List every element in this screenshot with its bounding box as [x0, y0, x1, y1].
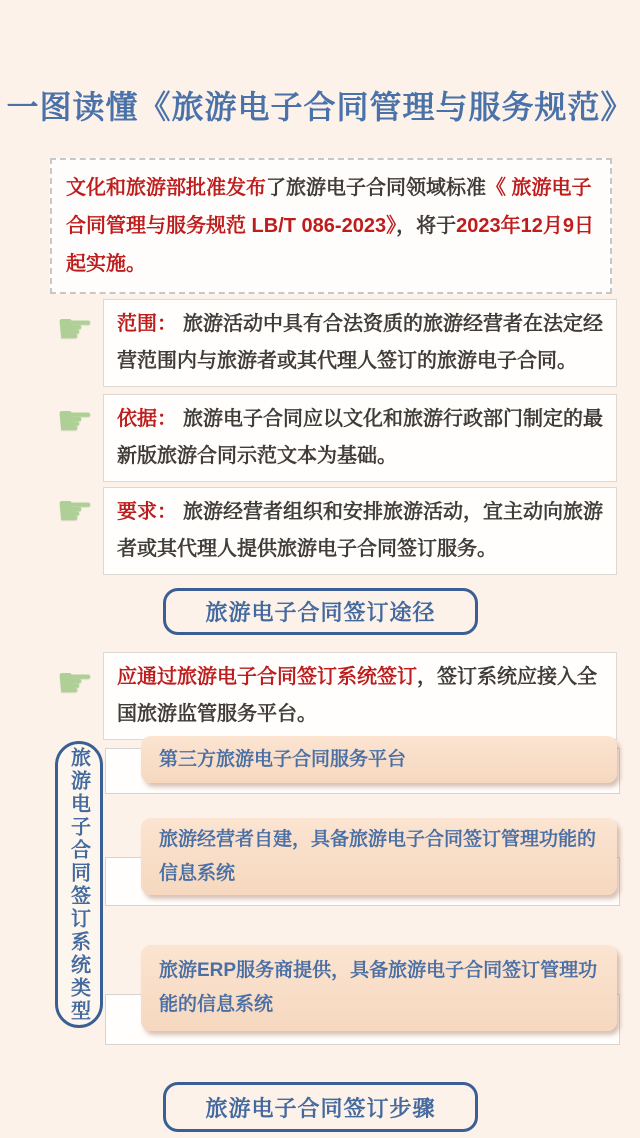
- type-item-self-built: [141, 818, 617, 895]
- type-item-text: 旅游经营者自建，具备旅游电子合同签订管理功能的信息系统: [159, 828, 597, 884]
- fact-text-scope: 旅游活动中具有合法资质的旅游经营者在法定经营范围内与旅游者或其代理人签订的旅游电子合同。: [117, 313, 603, 372]
- intro-announcement-box: [50, 158, 612, 294]
- signing-path-box: [103, 652, 617, 740]
- section-header-signing-steps: 旅游电子合同签订步骤: [163, 1082, 478, 1132]
- intro-segment-publisher: 文化和旅游部批准发布: [66, 177, 266, 199]
- pointer-hand-icon: ☛: [56, 486, 94, 535]
- intro-segment-standard-name: 《 旅游电子合同管理与服务规范 LB/T 086-2023》: [66, 177, 592, 237]
- type-item-erp-provider: [141, 945, 617, 1031]
- signing-path-highlight: 应通过旅游电子合同签订系统签订: [117, 666, 417, 688]
- pointer-hand-icon: ☛: [56, 396, 94, 445]
- fact-text-basis: 旅游电子合同应以文化和旅游行政部门制定的最新版旅游合同示范文本为基础。: [117, 408, 603, 467]
- pointer-hand-icon: ☛: [56, 304, 94, 353]
- intro-segment-connector: 了旅游电子合同领域标准: [266, 177, 486, 199]
- fact-label-requirement: 要求：: [117, 501, 177, 523]
- signing-path-rest: ，签订系统应接入全国旅游监管服务平台。: [117, 666, 597, 725]
- page-title: 一图读懂《旅游电子合同管理与服务规范》: [6, 89, 634, 125]
- fact-box-basis: [103, 394, 617, 482]
- section-header-signing-path: 旅游电子合同签订途径: [163, 588, 478, 635]
- fact-box-requirement: [103, 487, 617, 575]
- types-vertical-label: 旅游电子合同签订系统类型: [55, 741, 103, 1028]
- pointer-hand-icon: ☛: [56, 658, 94, 707]
- intro-segment-will-be: ，将于: [396, 215, 457, 237]
- type-item-third-party: [141, 736, 617, 783]
- fact-text-requirement: 旅游经营者组织和安排旅游活动，宜主动向旅游者或其代理人提供旅游电子合同签订服务。: [117, 501, 603, 560]
- type-item-text: 旅游ERP服务商提供，具备旅游电子合同签订管理功能的信息系统: [159, 960, 598, 1015]
- intro-segment-effective-date: 2023年12月9日起实施。: [66, 215, 594, 275]
- fact-box-scope: [103, 299, 617, 387]
- type-item-text: 第三方旅游电子合同服务平台: [159, 748, 407, 770]
- fact-label-basis: 依据：: [117, 408, 177, 430]
- fact-label-scope: 范围：: [117, 313, 177, 335]
